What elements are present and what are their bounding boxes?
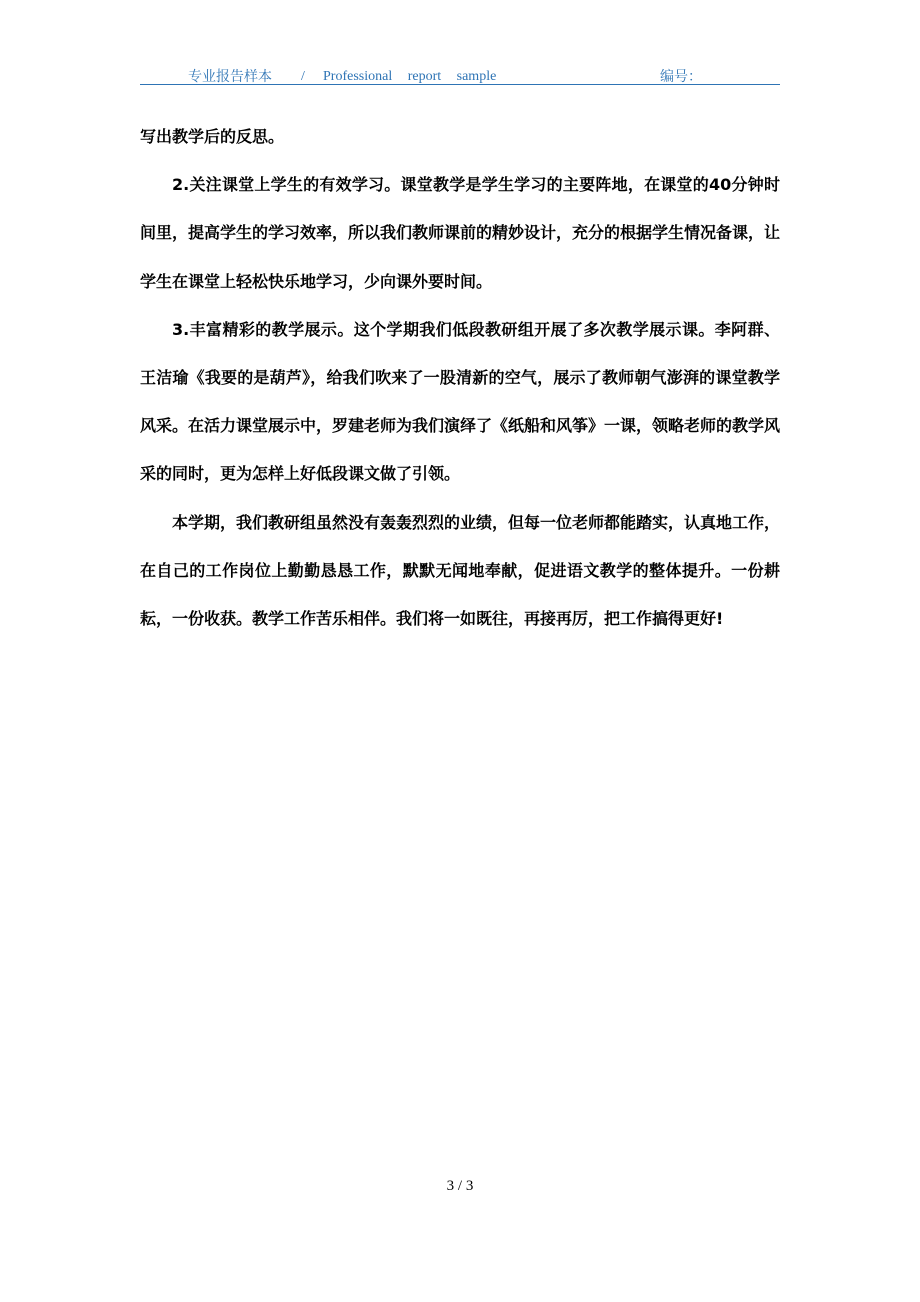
page-header <box>140 62 780 85</box>
document-body <box>140 113 780 643</box>
paragraph-semester-summary: 本学期，我们教研组虽然没有轰轰烈烈的业绩，但每一位老师都能踏实，认真地工作，在自己的工作岗位上勤勤恳恳工作，默默无闻地奉献，促进语文教学的整体提升。一份耕耘，一份收获。教学工作苦乐相伴。我们将一如既往，再接再厉，把工作搞得更好! <box>140 512 781 629</box>
paragraph-effective-learning: 2.关注课堂上学生的有效学习。课堂教学是学生学习的主要阵地，在课堂的40分钟时间里，提高学生的学习效率，所以我们教师课前的精妙设计，充分的根据学生情况备课，让学生在课堂上轻松快乐地学习，少向课外要时间。 <box>140 175 781 291</box>
header-title-en: Professional report sample <box>323 69 497 84</box>
header-serial-label: 编号： <box>660 69 702 85</box>
header-title-cn: 专业报告样本 <box>188 69 272 85</box>
paragraph-continuation: 写出教学后的反思。 <box>140 127 285 146</box>
paragraph-teaching-showcase: 3.丰富精彩的教学展示。这个学期我们低段教研组开展了多次教学展示课。李阿群、王洁瑜《我要的是葫芦》，给我们吹来了一股清新的空气，展示了教师朝气澎湃的课堂教学风采。在活力课堂展示中，罗建老师为我们演绎了《纸船和风筝》一课，领略老师的教学风采的同时，更为怎样上好低段课文做了引领。 <box>140 319 781 484</box>
page-number: 3 / 3 <box>446 1178 474 1194</box>
header-separator: / <box>301 69 305 84</box>
